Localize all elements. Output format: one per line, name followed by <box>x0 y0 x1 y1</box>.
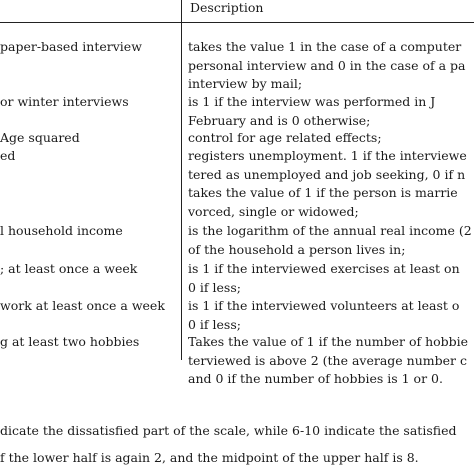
table-row-variable: paper-based interview <box>0 39 142 54</box>
description-line: takes the value 1 in the case of a computer <box>188 39 462 54</box>
table-row-variable: work at least once a week <box>0 298 165 313</box>
table-row-description <box>188 260 460 297</box>
description-line: 0 if less; <box>188 279 241 295</box>
table-row-description <box>188 38 465 94</box>
description-line: is the logarithm of the annual real income (2 <box>188 223 472 238</box>
column-divider <box>181 0 182 360</box>
table-row-description <box>188 93 435 130</box>
description-line: is 1 if the interviewed volunteers at least o <box>188 298 460 313</box>
table-row-variable: g at least two hobbies <box>0 334 140 349</box>
table-row-description <box>188 297 459 334</box>
description-header: Description <box>190 0 264 15</box>
table-row-variable: ; at least once a week <box>0 261 138 276</box>
description-line: registers unemployment. 1 if the interviewe <box>188 148 467 163</box>
description-line: is 1 if the interview was performed in J <box>188 94 436 109</box>
description-line: 0 if less; <box>188 316 241 332</box>
table-row-variable: ed <box>0 148 16 163</box>
description-line: Takes the value of 1 if the number of hobbie <box>188 334 469 349</box>
description-line: personal interview and 0 in the case of a pa <box>188 57 466 73</box>
description-line: takes the value of 1 if the person is marrie <box>188 185 458 200</box>
table-row-description <box>188 147 467 221</box>
table-row-variable: Age squared <box>0 130 80 145</box>
footnote-line: f the lower half is again 2, and the midpoint of the upper half is 8. <box>0 450 419 465</box>
description-line: tered as unemployed and job seeking, 0 if n <box>188 166 466 182</box>
description-line: February and is 0 otherwise; <box>188 112 371 128</box>
table-row-variable: l household income <box>0 223 123 238</box>
description-line: and 0 if the number of hobbies is 1 or 0. <box>188 371 443 386</box>
table-row-description <box>188 333 468 389</box>
table-row-variable: or winter interviews <box>0 94 129 109</box>
description-line: of the household a person lives in; <box>188 241 406 257</box>
footnote-line: dicate the dissatisfied part of the scale, while 6-10 indicate the satisfied <box>0 423 457 438</box>
description-line: terviewed is above 2 (the average number c <box>188 352 467 368</box>
table-row-description <box>188 222 472 259</box>
description-line: vorced, single or widowed; <box>188 203 359 219</box>
description-line: is 1 if the interviewed exercises at least on <box>188 261 460 276</box>
table-row-description <box>188 129 382 148</box>
description-line: interview by mail; <box>188 76 303 91</box>
header-rule <box>0 22 474 23</box>
description-line: control for age related effects; <box>188 130 382 145</box>
